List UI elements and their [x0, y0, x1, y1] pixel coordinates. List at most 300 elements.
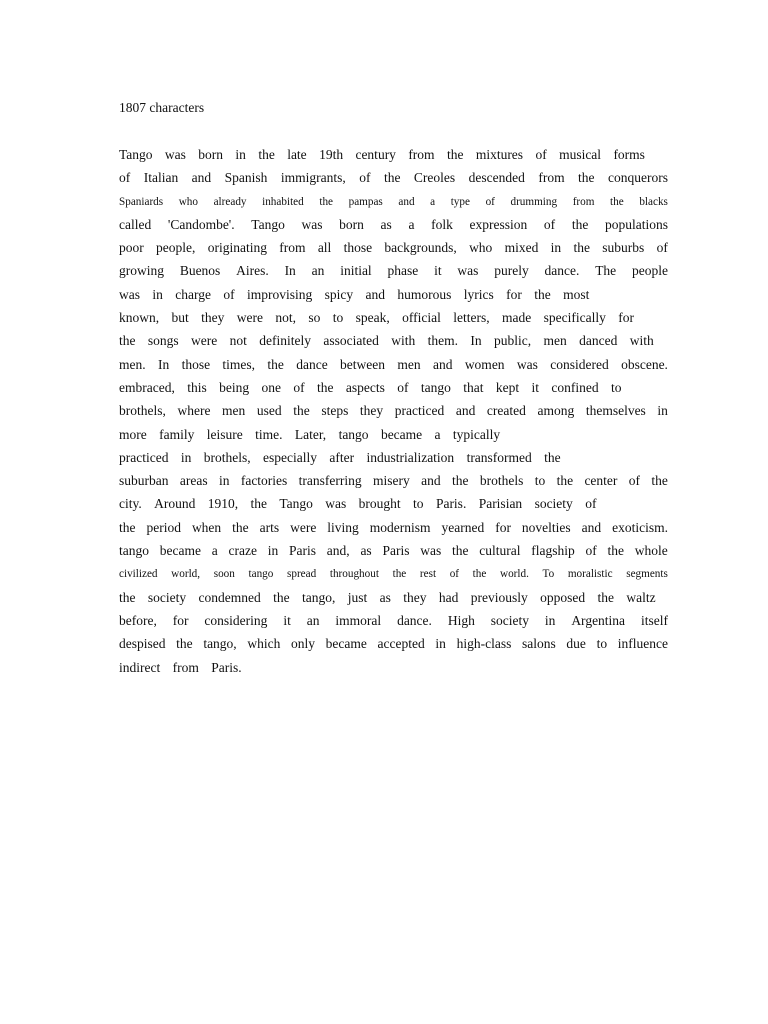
word: the [250, 496, 267, 512]
word: as [380, 216, 392, 232]
word: the [258, 147, 275, 162]
word: dance [296, 356, 328, 372]
word: in [550, 240, 562, 256]
text-line [119, 331, 679, 354]
word: in [435, 636, 446, 652]
word: for [506, 286, 522, 302]
word: was [516, 356, 538, 372]
word: made [502, 310, 532, 326]
word: from [572, 195, 595, 208]
word: when [191, 519, 222, 535]
word: from [408, 147, 435, 162]
word: the [607, 543, 625, 559]
word: of [543, 216, 556, 232]
word: with [391, 333, 416, 349]
word: it [434, 263, 442, 279]
word: tango, [301, 589, 336, 605]
word: practiced [119, 449, 169, 465]
word: among [537, 403, 575, 419]
word: a [430, 195, 436, 208]
text-line [119, 658, 679, 681]
word: society [490, 612, 529, 628]
word: the [176, 636, 193, 652]
word: living [327, 519, 359, 535]
word: forms [613, 147, 645, 162]
word: already [213, 195, 247, 208]
word: a [434, 426, 441, 442]
word: were [236, 310, 263, 326]
word: for [618, 310, 635, 326]
word: of [628, 473, 641, 489]
word: transformed [466, 449, 532, 465]
word: the [472, 568, 487, 581]
word: tango [420, 379, 451, 395]
word: inhabited [262, 195, 304, 208]
word: tango [338, 426, 369, 442]
word: charge [175, 286, 211, 302]
word: of [449, 568, 460, 581]
text-line [119, 541, 668, 564]
word: a [408, 216, 415, 232]
word: leisure [206, 426, 243, 442]
word: the [267, 356, 284, 372]
word: musical [559, 147, 602, 162]
word: and, [326, 543, 350, 559]
word: brothels, [119, 403, 166, 419]
word: Tango [251, 216, 285, 232]
word: danced [579, 333, 618, 349]
word: all [317, 240, 332, 256]
text-line [119, 634, 668, 657]
word: craze [228, 543, 257, 559]
word: folk [431, 216, 453, 232]
word: called [119, 216, 152, 232]
word: known, [119, 310, 160, 326]
body-paragraph [119, 145, 679, 681]
word: so [308, 310, 321, 326]
word: from [538, 170, 565, 186]
word: period [146, 519, 181, 535]
word: used [256, 403, 282, 419]
word: pampas [348, 195, 383, 208]
word: segments [626, 568, 668, 581]
word: from [279, 240, 306, 256]
word: was [457, 263, 479, 279]
word: an [306, 612, 320, 628]
word: was [164, 147, 186, 162]
word: In [157, 356, 170, 372]
word: the [119, 333, 136, 349]
word: for [495, 519, 511, 535]
word: became [159, 543, 201, 559]
word: were [191, 333, 218, 349]
word: world. [499, 568, 529, 581]
word: public, [494, 333, 532, 349]
word: embraced, [119, 379, 175, 395]
word: the [651, 473, 668, 489]
word: the [232, 519, 249, 535]
text-line [119, 611, 668, 634]
word: in [657, 403, 668, 419]
word: accepted [377, 636, 425, 652]
word: which [247, 636, 281, 652]
word: was [119, 286, 140, 302]
word: the [446, 147, 464, 162]
word: Argentina [571, 612, 626, 628]
word: drumming [510, 195, 558, 208]
text-line [119, 564, 668, 587]
word: Spanish [224, 170, 268, 186]
word: songs [147, 333, 179, 349]
word: obscene. [621, 356, 668, 372]
word: influence [617, 636, 668, 652]
word: Aires. [236, 263, 269, 279]
word: of [585, 543, 597, 559]
word: to [596, 636, 608, 652]
word: of [656, 240, 668, 256]
word: had [438, 589, 459, 605]
word: specifically [543, 310, 606, 326]
word: condemned [198, 589, 261, 605]
word: they [403, 589, 427, 605]
word: family [159, 426, 195, 442]
word: throughout [329, 568, 379, 581]
word: they [201, 310, 225, 326]
word: the [578, 170, 595, 186]
word: not, [275, 310, 297, 326]
word: Paris [382, 543, 410, 559]
word: factories [240, 473, 288, 489]
word: world, [171, 568, 201, 581]
word: of [397, 379, 409, 395]
word: society [147, 589, 187, 605]
text-line [119, 425, 679, 448]
word: women [464, 356, 505, 372]
word: with [629, 333, 654, 349]
word: moralistic [567, 568, 613, 581]
word: mixed [504, 240, 539, 256]
word: expression [469, 216, 528, 232]
word: practiced [394, 403, 445, 419]
word: rest [419, 568, 437, 581]
text-line [119, 308, 679, 331]
word: late [287, 147, 307, 162]
word: steps [321, 403, 349, 419]
word: of [359, 170, 371, 186]
word: initial [340, 263, 372, 279]
word: associated [323, 333, 379, 349]
word: the [556, 473, 574, 489]
word: lyrics [463, 286, 494, 302]
word: an [311, 263, 325, 279]
word: kept [495, 379, 520, 395]
word: In [470, 333, 482, 349]
word: To [542, 568, 555, 581]
word: descended [468, 170, 525, 186]
word: tango [119, 543, 149, 559]
word: tango [248, 568, 274, 581]
word: who [178, 195, 198, 208]
word: aspects [345, 379, 385, 395]
word: itself [640, 612, 668, 628]
word: tango, [203, 636, 237, 652]
word: despised [119, 636, 166, 652]
word: and [421, 473, 441, 489]
word: previously [470, 589, 528, 605]
word: 'Candombe'. [167, 216, 235, 232]
word: Around [154, 496, 196, 512]
text-line [119, 192, 668, 215]
word: the [571, 216, 589, 232]
word: in [180, 449, 192, 465]
text-line [119, 238, 668, 261]
word: a [211, 543, 218, 559]
word: one [261, 379, 281, 395]
word: the [383, 170, 401, 186]
word: Paris. [435, 496, 467, 512]
word: men [222, 403, 246, 419]
word: the [273, 589, 290, 605]
word: century [355, 147, 396, 162]
word: the [451, 473, 469, 489]
word: those [181, 356, 211, 372]
word: men [543, 333, 567, 349]
word: city. [119, 496, 142, 512]
word: the [293, 403, 310, 419]
word: and [191, 170, 212, 186]
text-line [119, 401, 668, 424]
word: In [284, 263, 296, 279]
word: cultural [479, 543, 521, 559]
word: suburbs [602, 240, 645, 256]
word: conquerors [608, 170, 668, 186]
word: immoral [335, 612, 382, 628]
word: Tango [279, 496, 313, 512]
word: suburban [119, 473, 169, 489]
word: and [581, 519, 602, 535]
word: was [420, 543, 442, 559]
word: where [177, 403, 211, 419]
word: before, [119, 612, 157, 628]
word: to [332, 310, 344, 326]
word: the [451, 543, 469, 559]
word: only [291, 636, 316, 652]
word: of [485, 195, 495, 208]
word: those [343, 240, 373, 256]
word: society [534, 496, 573, 512]
word: misery [373, 473, 410, 489]
word: born [198, 147, 224, 162]
word: Paris. [211, 659, 242, 675]
word: civilized [119, 568, 158, 581]
word: in [152, 286, 163, 302]
word: from [172, 659, 199, 675]
word: brothels [479, 473, 524, 489]
word: the [534, 286, 551, 302]
text-line [119, 448, 679, 471]
word: brothels, [203, 449, 251, 465]
word: the [544, 449, 561, 465]
text-line [119, 355, 668, 378]
word: time. [255, 426, 283, 442]
word: arts [259, 519, 280, 535]
text-line [119, 285, 679, 308]
word: not [229, 333, 247, 349]
word: backgrounds, [384, 240, 457, 256]
word: humorous [397, 286, 452, 302]
word: especially [262, 449, 317, 465]
word: it [283, 612, 291, 628]
word: after [329, 449, 355, 465]
word: and [455, 403, 476, 419]
word: times, [222, 356, 256, 372]
word: and [365, 286, 386, 302]
word: salons [522, 636, 556, 652]
word: themselves [585, 403, 646, 419]
word: as [360, 543, 372, 559]
word: being [219, 379, 250, 395]
word: brought [358, 496, 401, 512]
text-line [119, 494, 679, 517]
word: The [595, 263, 617, 279]
word: became [380, 426, 423, 442]
word: flagship [531, 543, 575, 559]
text-line [119, 378, 679, 401]
text-line [119, 215, 668, 238]
word: were [290, 519, 317, 535]
word: the [573, 240, 590, 256]
word: created [486, 403, 526, 419]
word: of [293, 379, 305, 395]
text-line [119, 261, 668, 284]
word: high-class [456, 636, 512, 652]
word: industrialization [366, 449, 455, 465]
word: dance. [397, 612, 432, 628]
word: was [301, 216, 323, 232]
word: between [340, 356, 386, 372]
word: and [398, 195, 415, 208]
text-line [119, 588, 679, 611]
word: confined [551, 379, 599, 395]
character-count: 1807 characters [119, 100, 205, 115]
word: Later, [294, 426, 327, 442]
word: Parisian [478, 496, 523, 512]
word: people, [156, 240, 196, 256]
word: official [402, 310, 441, 326]
word: Tango [119, 147, 153, 162]
word: modernism [369, 519, 431, 535]
word: letters, [453, 310, 490, 326]
word: whole [634, 543, 668, 559]
text-line [119, 145, 679, 168]
word: typically [452, 426, 501, 442]
word: transferring [298, 473, 362, 489]
word: but [171, 310, 189, 326]
word: opposed [540, 589, 586, 605]
word: of [535, 147, 547, 162]
word: them. [427, 333, 458, 349]
word: soon [213, 568, 235, 581]
word: originating [207, 240, 267, 256]
word: and [432, 356, 453, 372]
word: that [463, 379, 484, 395]
word: the [119, 519, 136, 535]
word: Creoles [413, 170, 456, 186]
word: who [469, 240, 493, 256]
word: for [172, 612, 189, 628]
word: it [531, 379, 539, 395]
word: the [319, 195, 334, 208]
word: as [379, 589, 391, 605]
word: became [325, 636, 367, 652]
word: of [223, 286, 235, 302]
word: waltz [626, 589, 656, 605]
word: blacks [639, 195, 668, 208]
word: yearned [441, 519, 485, 535]
word: the [392, 568, 407, 581]
word: just [347, 589, 368, 605]
word: growing [119, 263, 164, 279]
word: spread [287, 568, 317, 581]
word: poor [119, 240, 144, 256]
word: more [119, 426, 147, 442]
word: to [610, 379, 622, 395]
word: dance. [544, 263, 580, 279]
word: improvising [247, 286, 313, 302]
word: was [325, 496, 347, 512]
word: to [534, 473, 546, 489]
word: areas [179, 473, 208, 489]
word: 1910, [207, 496, 239, 512]
word: populations [604, 216, 668, 232]
word: of [585, 496, 597, 512]
word: people [632, 263, 668, 279]
word: they [359, 403, 384, 419]
word: most [563, 286, 590, 302]
word: in [267, 543, 279, 559]
word: Italian [143, 170, 179, 186]
word: considered [550, 356, 609, 372]
word: spicy [324, 286, 354, 302]
word: born [339, 216, 364, 232]
word: due [566, 636, 586, 652]
word: men [397, 356, 421, 372]
word: mixtures [475, 147, 524, 162]
word: 19th [319, 147, 344, 162]
word: the [316, 379, 334, 395]
word: men. [119, 356, 146, 372]
text-line [119, 518, 668, 541]
word: in [235, 147, 246, 162]
word: of [119, 170, 131, 186]
word: the [610, 195, 624, 208]
word: purely [494, 263, 529, 279]
word: type [450, 195, 470, 208]
text-line [119, 168, 668, 191]
word: this [187, 379, 207, 395]
word: in [218, 473, 230, 489]
word: exoticism. [612, 519, 668, 535]
word: center [584, 473, 618, 489]
word: immigrants, [280, 170, 346, 186]
word: definitely [259, 333, 311, 349]
word: the [119, 589, 136, 605]
word: Paris [289, 543, 317, 559]
word: novelties [521, 519, 571, 535]
word: High [447, 612, 475, 628]
word: Buenos [179, 263, 221, 279]
word: Spaniards [119, 195, 164, 208]
